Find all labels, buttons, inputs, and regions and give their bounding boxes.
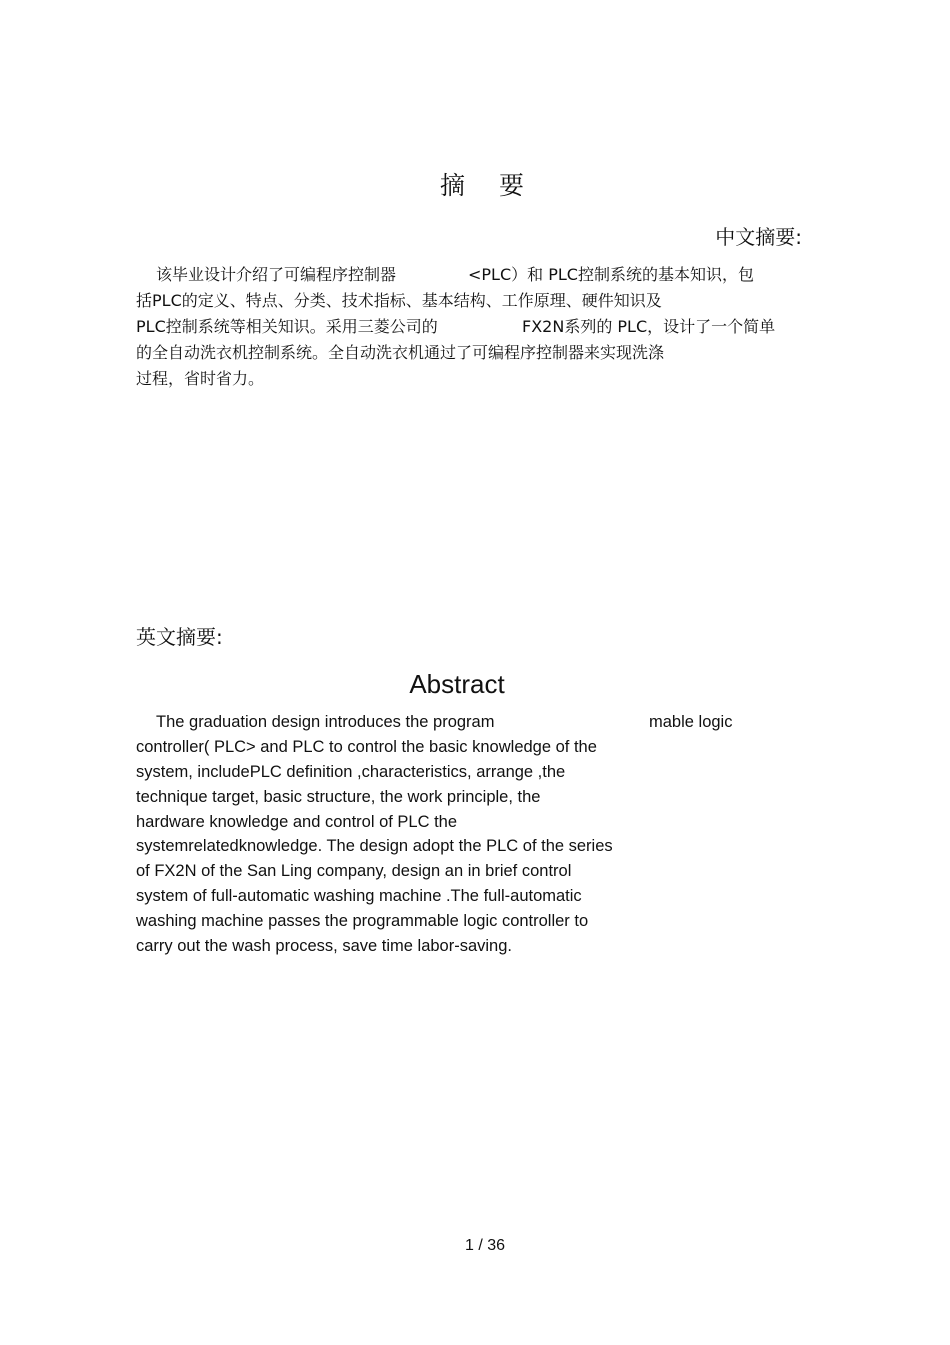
en-line-1 [136,710,776,735]
cn-line-2-part-1: 括PLC的定义、特点、分类、技术指标、基本结构、工作原理、硬件知识及 [136,291,662,310]
en-line-7-part-1: of FX2N of the San Ling company, design an in brief control [136,862,572,881]
en-line-3-part-1: system, includePLC definition ,characteristics, arrange ,the [136,762,566,781]
en-line-2 [136,735,776,760]
en-line-8-part-1: system of full-automatic washing machine .The full-automatic [136,887,582,906]
en-line-2-part-1: controller( PLC> and PLC to control the basic knowledge of the [136,737,597,756]
title-char-2: 要 [498,171,526,200]
english-abstract-label: 英文摘要: [136,625,223,649]
cn-line-4 [136,340,826,366]
en-line-6-part-1: systemrelatedknowledge. The design adopt the PLC of the series [136,837,613,856]
page-number: 1 / 36 [464,1237,506,1254]
en-line-8 [136,884,776,909]
cn-line-5 [136,366,826,392]
en-line-9 [136,909,776,934]
cn-line-1 [136,262,826,288]
chinese-abstract-body [136,262,826,392]
english-abstract-body [136,710,776,959]
cn-line-4-part-1: 的全自动洗衣机控制系统。全自动洗衣机通过了可编程序控制器来实现洗涤 [136,343,665,362]
chinese-abstract-label: 中文摘要: [715,225,802,249]
page-title [0,166,950,202]
abstract-heading: Abstract [409,669,505,699]
en-line-3 [136,760,776,785]
en-line-10 [136,934,776,959]
en-line-7 [136,859,776,884]
en-line-9-part-1: washing machine passes the programmable logic controller to [136,912,589,931]
en-line-5-part-1: hardware knowledge and control of PLC the [136,812,458,831]
en-line-1-part-2: mable logic [649,713,733,731]
cn-line-1-part-2: <PLC）和 PLC控制系统的基本知识，包 [468,265,754,284]
cn-line-3 [136,314,826,340]
en-line-5 [136,810,776,835]
cn-line-1-part-1: 该毕业设计介绍了可编程序控制器 [156,265,397,284]
cn-line-5-part-1: 过程，省时省力。 [136,369,265,388]
en-line-4-part-1: technique target, basic structure, the work principle, the [136,787,541,806]
en-line-6 [136,834,776,859]
en-line-4 [136,785,776,810]
cn-line-3-part-1: PLC控制系统等相关知识。采用三菱公司的 [136,317,438,336]
cn-line-2 [136,288,826,314]
en-line-10-part-1: carry out the wash process, save time labor-saving. [136,937,512,956]
cn-line-3-part-2: FX2N系列的 PLC，设计了一个简单 [522,317,776,336]
title-char-1: 摘 [440,171,468,200]
en-line-1-part-1: The graduation design introduces the program [156,713,495,731]
